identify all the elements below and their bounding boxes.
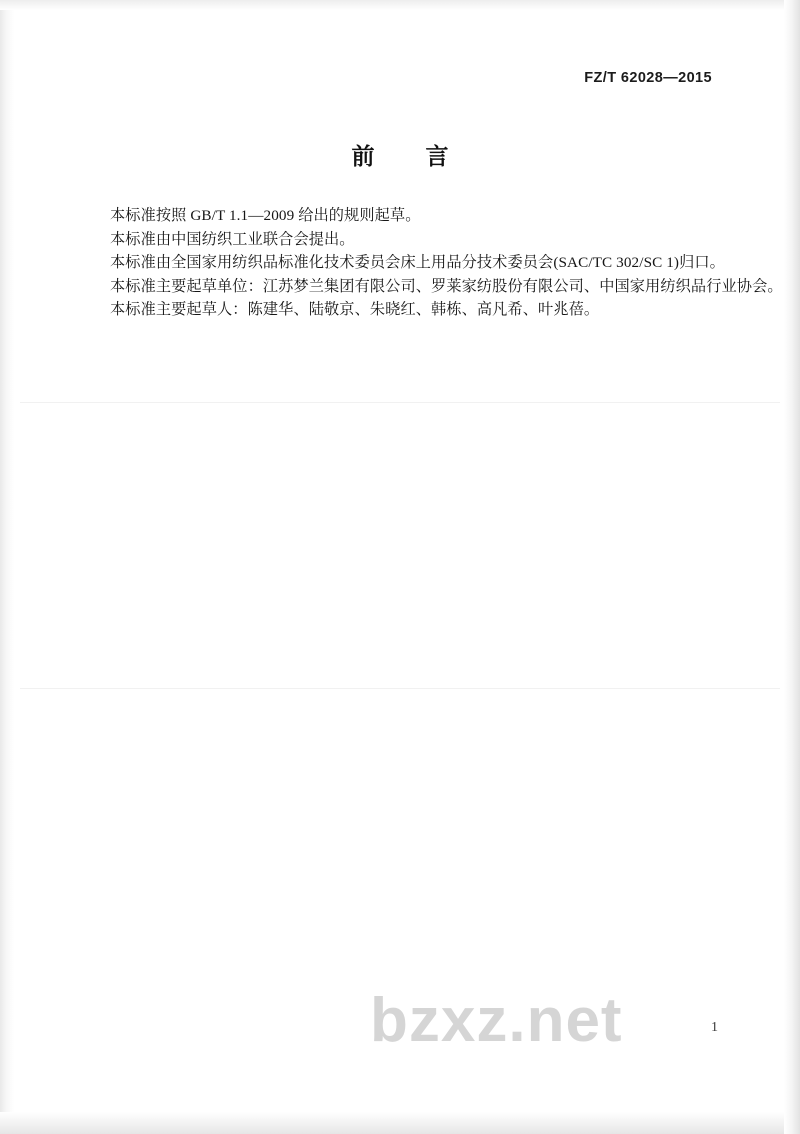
standard-code-header: FZ/T 62028—2015 bbox=[584, 70, 712, 86]
page-top-edge-shading bbox=[0, 0, 800, 10]
page-number: 1 bbox=[711, 1020, 718, 1035]
foreword-body bbox=[110, 205, 783, 323]
scan-artifact-line bbox=[20, 402, 780, 403]
scan-artifact-line bbox=[20, 688, 780, 689]
foreword-paragraph: 本标准由中国纺织工业联合会提出。 bbox=[110, 230, 355, 248]
foreword-paragraph: 本标准主要起草人：陈建华、陆敬京、朱晓红、韩栋、高凡希、叶兆蓓。 bbox=[110, 301, 600, 318]
watermark-text: bzxz.net bbox=[370, 986, 623, 1055]
foreword-paragraph: 本标准按照 GB/T 1.1—2009 给出的规则起草。 bbox=[110, 207, 421, 224]
foreword-paragraph: 本标准由全国家用纺织品标准化技术委员会床上用品分技术委员会(SAC/TC 302/SC 1)归口。 bbox=[110, 254, 725, 271]
foreword-paragraph: 本标准主要起草单位：江苏梦兰集团有限公司、罗莱家纺股份有限公司、中国家用纺织品行业协会。 bbox=[110, 277, 783, 295]
page-title: 前 言 bbox=[351, 144, 463, 169]
page-bottom-edge-shading bbox=[0, 1112, 800, 1134]
